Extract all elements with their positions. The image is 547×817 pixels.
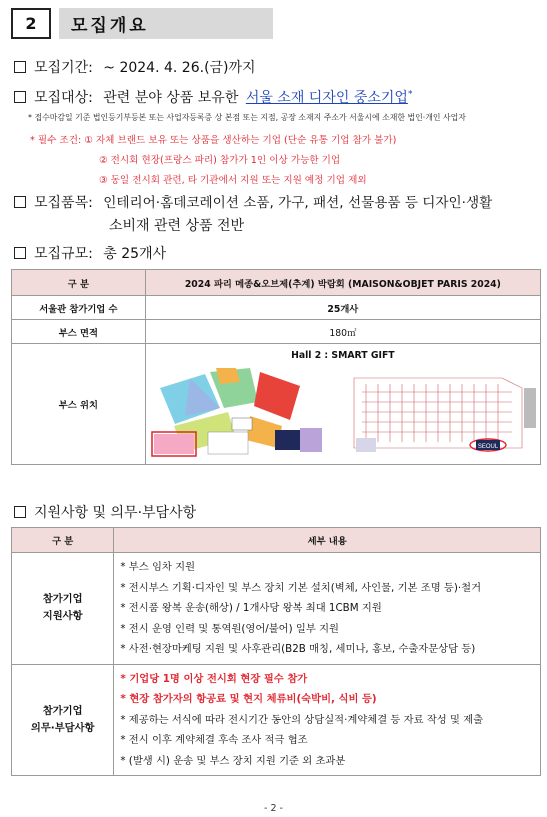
- table-header-exhibition: 2024 파리 메종&오브제(추계) 박람회 (MAISON&OBJET PARIS 2024): [145, 270, 540, 296]
- table-row: [12, 320, 541, 344]
- support-table: [11, 527, 541, 776]
- booth-location-cell: [145, 344, 540, 465]
- exhibition-table: [11, 269, 541, 465]
- recruit-scale-value: 총 25개사: [103, 246, 167, 262]
- support-items: [114, 553, 541, 665]
- recruit-scale: [14, 243, 166, 263]
- table-row: [12, 553, 541, 665]
- support-heading-text: 지원사항 및 의무·부담사항: [34, 505, 197, 521]
- recruit-items-line2: 소비재 관련 상품 전반: [109, 218, 245, 234]
- recruit-target-label: 모집대상:: [34, 90, 93, 106]
- section-title: 모집개요: [59, 8, 273, 39]
- support-label-line1: 참가기업: [42, 593, 83, 606]
- support-label-line2: 지원사항: [42, 610, 83, 623]
- recruit-items-label: 모집품목:: [34, 195, 93, 211]
- list-item: * 전시 이후 계약체결 후속 조사 적극 협조: [120, 734, 308, 746]
- list-item: * 부스 임차 지원: [120, 561, 196, 573]
- hall-label: Hall 2 : SMART GIFT: [291, 350, 395, 361]
- row-value-booth-area: 180㎡: [145, 320, 540, 344]
- table-header-row: [12, 528, 541, 553]
- list-item: * 전시부스 기획·디자인 및 부스 장치 기본 설치(벽체, 사인물, 기본 조명 등)·철거: [120, 581, 482, 594]
- support-row-label: [12, 553, 114, 665]
- required-condition-1: * 필수 조건: ① 자체 브랜드 보유 또는 상품을 생산하는 기업 (단순 유통 기업 참가 불가): [30, 135, 397, 146]
- checkbox-square-icon: [14, 61, 26, 73]
- obligation-label-line2: 의무·부담사항: [30, 721, 95, 734]
- obligation-items: [114, 664, 541, 776]
- required-condition-3: ③ 동일 전시회 관련, 타 기관에서 지원 또는 지원 예정 기업 제외: [99, 175, 367, 186]
- list-item: * (발생 시) 운송 및 부스 장치 지원 기준 외 초과분: [120, 754, 346, 767]
- seoul-booth-label: SEOUL: [477, 444, 498, 450]
- list-item: * 전시품 왕복 운송(해상) / 1개사당 왕복 최대 1CBM 지원: [120, 602, 382, 614]
- recruit-target-mark: *: [407, 89, 413, 100]
- booth-location-images: [146, 344, 540, 464]
- recruit-period: [14, 57, 256, 77]
- section-header: [11, 8, 273, 39]
- support-heading: [14, 502, 196, 522]
- recruit-period-value: ~ 2024. 4. 26.(금)까지: [103, 60, 256, 76]
- hall-floor-plan: [352, 368, 538, 460]
- recruit-scale-label: 모집규모:: [34, 246, 93, 262]
- recruit-period-label: 모집기간:: [34, 60, 93, 76]
- recruit-target-note: * 접수마감일 기준 법인등기부등본 또는 사업자등록증 상 본점 또는 지점, 공장 소재지 주소가 서울시에 소재한 법인·개인 사업자: [28, 113, 466, 122]
- section-number: 2: [11, 8, 51, 39]
- table-header-category: 구 분: [12, 270, 146, 296]
- checkbox-square-icon: [14, 91, 26, 103]
- support-header-detail: 세부 내용: [114, 528, 541, 553]
- table-row: [12, 664, 541, 776]
- list-item: * 제공하는 서식에 따라 전시기간 동안의 상담실적·계약체결 등 자료 작성 및 제출: [120, 713, 484, 726]
- list-item: * 기업당 1명 이상 전시회 현장 필수 참가: [120, 672, 308, 685]
- row-value-companies: 25개사: [145, 296, 540, 320]
- recruit-items-line1: 인테리어·홈데코레이션 소품, 가구, 패션, 선물용품 등 디자인·생활: [103, 195, 493, 211]
- obligation-row-label: [12, 664, 114, 776]
- required-condition-2: ② 전시회 현장(프랑스 파리) 참가가 1인 이상 가능한 기업: [99, 155, 341, 166]
- recruit-target: [14, 87, 412, 107]
- row-label-companies: 서울관 참가기업 수: [12, 296, 146, 320]
- recruit-items: [14, 191, 492, 212]
- obligation-label-line1: 참가기업: [42, 704, 83, 717]
- venue-hall-map: [150, 368, 330, 460]
- table-header-row: [12, 270, 541, 296]
- row-label-booth-location: 부스 위치: [12, 344, 146, 465]
- checkbox-square-icon: [14, 506, 26, 518]
- row-label-booth-area: 부스 면적: [12, 320, 146, 344]
- recruit-target-prefix: 관련 분야 상품 보유한: [103, 90, 239, 106]
- recruit-target-highlight: 서울 소재 디자인 중소기업: [245, 90, 408, 106]
- page-number: - 2 -: [264, 803, 283, 814]
- list-item: * 전시 운영 인력 및 통역원(영어/불어) 일부 지원: [120, 622, 339, 635]
- table-row: [12, 296, 541, 320]
- table-row: [12, 344, 541, 465]
- checkbox-square-icon: [14, 196, 26, 208]
- list-item: * 현장 참가자의 항공료 및 현지 체류비(숙박비, 식비 등): [120, 693, 377, 705]
- checkbox-square-icon: [14, 247, 26, 259]
- list-item: * 사전·현장마케팅 지원 및 사후관리(B2B 매칭, 세미나, 홍보, 수출자문상담 등): [120, 643, 476, 655]
- support-header-category: 구 분: [12, 528, 114, 553]
